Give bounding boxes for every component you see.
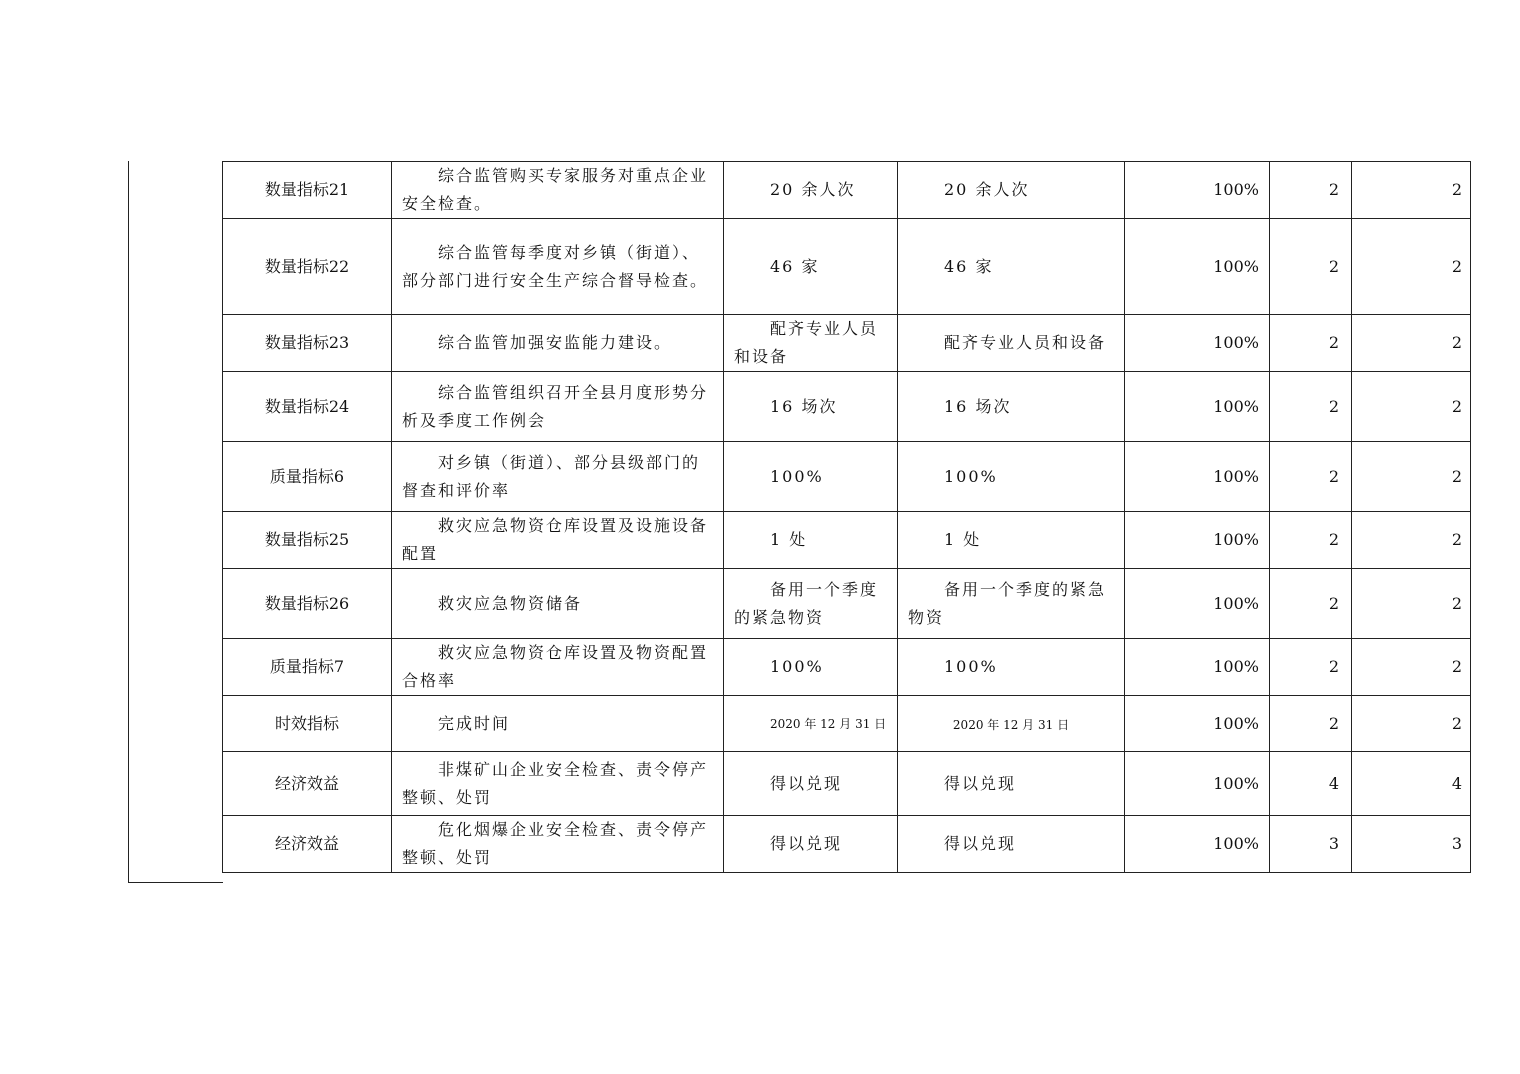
- achieved-score: 2: [1352, 639, 1471, 696]
- target-value: 得以兑现: [724, 752, 898, 816]
- indicator-description: 危化烟爆企业安全检查、责令停产整顿、处罚: [392, 816, 724, 873]
- indicator-description: 救灾应急物资仓库设置及设施设备配置: [392, 512, 724, 569]
- completion-rate: 100%: [1125, 162, 1270, 219]
- completion-rate: 100%: [1125, 816, 1270, 873]
- actual-value: 2020 年 12 月 31 日: [898, 696, 1125, 752]
- target-value: 得以兑现: [724, 816, 898, 873]
- weight-score: 2: [1270, 639, 1352, 696]
- table-row: [223, 569, 1471, 639]
- indicator-description: 综合监管组织召开全县月度形势分析及季度工作例会: [392, 372, 724, 442]
- table-row: [223, 816, 1471, 873]
- weight-score: 2: [1270, 442, 1352, 512]
- indicator-description: 救灾应急物资仓库设置及物资配置合格率: [392, 639, 724, 696]
- indicator-description: 救灾应急物资储备: [392, 569, 724, 639]
- target-value: 46 家: [724, 219, 898, 315]
- indicator-description: 综合监管购买专家服务对重点企业安全检查。: [392, 162, 724, 219]
- indicator-name: 经济效益: [223, 816, 392, 873]
- table-row: [223, 639, 1471, 696]
- actual-value: 100%: [898, 639, 1125, 696]
- achieved-score: 3: [1352, 816, 1471, 873]
- completion-rate: 100%: [1125, 372, 1270, 442]
- table-row: [223, 512, 1471, 569]
- target-value: 100%: [724, 639, 898, 696]
- target-value: 20 余人次: [724, 162, 898, 219]
- target-value: 配齐专业人员和设备: [724, 315, 898, 372]
- actual-value: 备用一个季度的紧急物资: [898, 569, 1125, 639]
- table-row: [223, 752, 1471, 816]
- weight-score: 2: [1270, 219, 1352, 315]
- indicator-name: 数量指标26: [223, 569, 392, 639]
- indicator-name: 数量指标21: [223, 162, 392, 219]
- target-value: 备用一个季度的紧急物资: [724, 569, 898, 639]
- weight-score: 3: [1270, 816, 1352, 873]
- actual-value: 46 家: [898, 219, 1125, 315]
- achieved-score: 2: [1352, 162, 1471, 219]
- target-value: 1 处: [724, 512, 898, 569]
- bottom-border-line: [128, 882, 223, 883]
- table-row: [223, 315, 1471, 372]
- performance-indicator-table: [222, 161, 1471, 873]
- indicator-name: 时效指标: [223, 696, 392, 752]
- achieved-score: 2: [1352, 696, 1471, 752]
- actual-value: 20 余人次: [898, 162, 1125, 219]
- target-value: 16 场次: [724, 372, 898, 442]
- weight-score: 2: [1270, 372, 1352, 442]
- completion-rate: 100%: [1125, 639, 1270, 696]
- indicator-name: 质量指标7: [223, 639, 392, 696]
- actual-value: 得以兑现: [898, 752, 1125, 816]
- left-border-line: [128, 161, 129, 883]
- achieved-score: 4: [1352, 752, 1471, 816]
- indicator-name: 数量指标23: [223, 315, 392, 372]
- weight-score: 2: [1270, 569, 1352, 639]
- achieved-score: 2: [1352, 315, 1471, 372]
- actual-value: 1 处: [898, 512, 1125, 569]
- weight-score: 2: [1270, 512, 1352, 569]
- weight-score: 2: [1270, 162, 1352, 219]
- indicator-name: 数量指标22: [223, 219, 392, 315]
- achieved-score: 2: [1352, 219, 1471, 315]
- achieved-score: 2: [1352, 569, 1471, 639]
- table-row: [223, 162, 1471, 219]
- weight-score: 4: [1270, 752, 1352, 816]
- indicator-description: 综合监管每季度对乡镇（街道）、部分部门进行安全生产综合督导检查。: [392, 219, 724, 315]
- weight-score: 2: [1270, 315, 1352, 372]
- completion-rate: 100%: [1125, 442, 1270, 512]
- indicator-name: 数量指标25: [223, 512, 392, 569]
- indicator-description: 非煤矿山企业安全检查、责令停产整顿、处罚: [392, 752, 724, 816]
- table-row: [223, 442, 1471, 512]
- indicator-description: 综合监管加强安监能力建设。: [392, 315, 724, 372]
- achieved-score: 2: [1352, 442, 1471, 512]
- achieved-score: 2: [1352, 512, 1471, 569]
- actual-value: 16 场次: [898, 372, 1125, 442]
- completion-rate: 100%: [1125, 512, 1270, 569]
- actual-value: 得以兑现: [898, 816, 1125, 873]
- actual-value: 配齐专业人员和设备: [898, 315, 1125, 372]
- completion-rate: 100%: [1125, 315, 1270, 372]
- weight-score: 2: [1270, 696, 1352, 752]
- indicator-name: 质量指标6: [223, 442, 392, 512]
- actual-value: 100%: [898, 442, 1125, 512]
- indicator-description: 完成时间: [392, 696, 724, 752]
- completion-rate: 100%: [1125, 219, 1270, 315]
- target-value: 100%: [724, 442, 898, 512]
- completion-rate: 100%: [1125, 569, 1270, 639]
- completion-rate: 100%: [1125, 696, 1270, 752]
- indicator-description: 对乡镇（街道）、部分县级部门的督查和评价率: [392, 442, 724, 512]
- completion-rate: 100%: [1125, 752, 1270, 816]
- indicator-name: 经济效益: [223, 752, 392, 816]
- table-row: [223, 696, 1471, 752]
- target-value: 2020 年 12 月 31 日: [724, 696, 898, 752]
- achieved-score: 2: [1352, 372, 1471, 442]
- table-row: [223, 219, 1471, 315]
- table-row: [223, 372, 1471, 442]
- indicator-name: 数量指标24: [223, 372, 392, 442]
